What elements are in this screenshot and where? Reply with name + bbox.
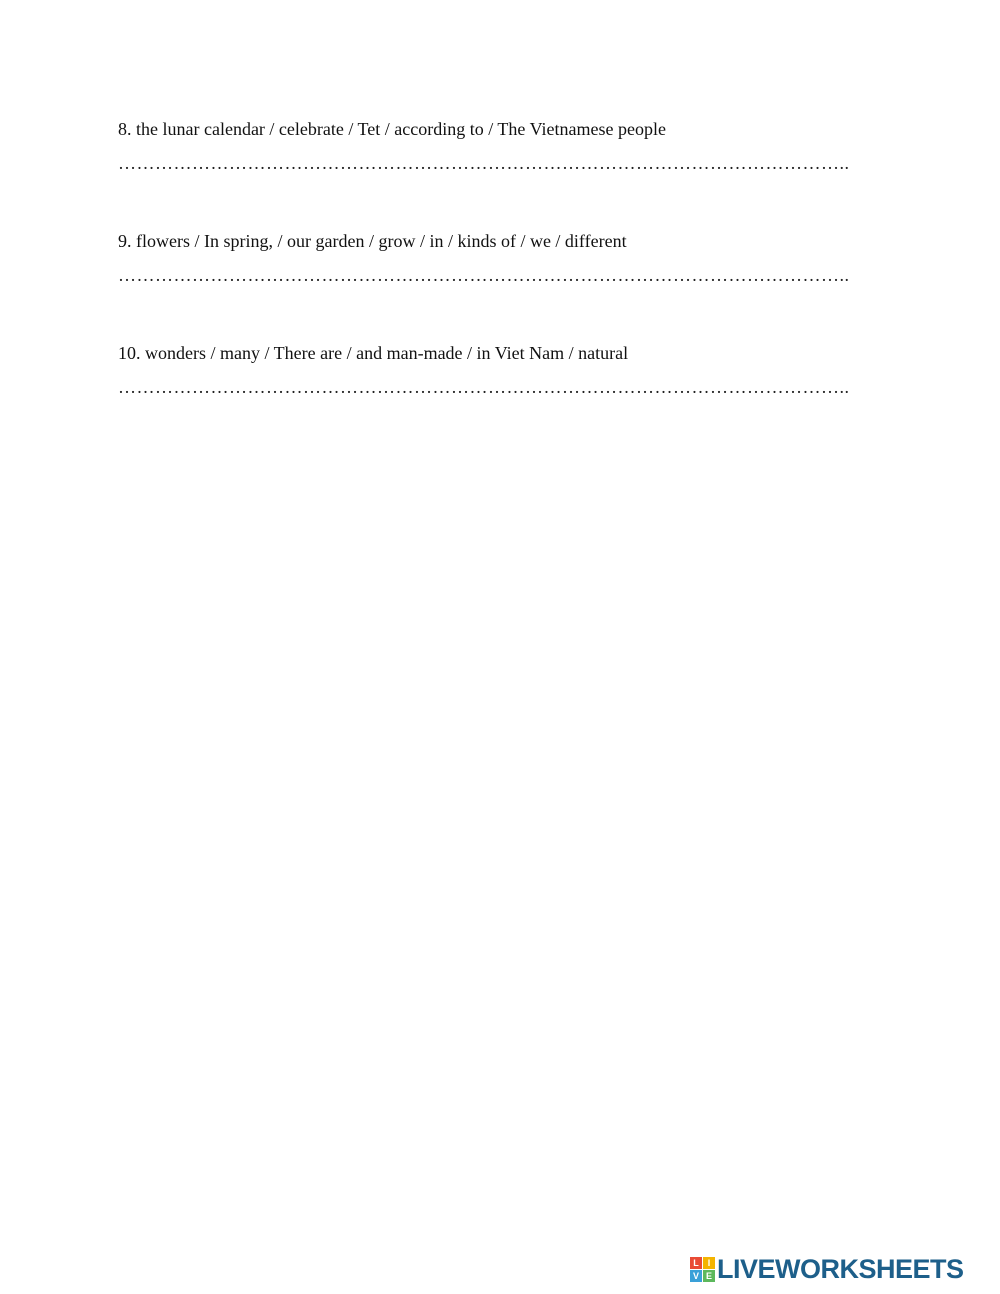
exercise-prompt: 10. wonders / many / There are / and man-made / in Viet Nam / natural (118, 343, 629, 363)
liveworksheets-logo-icon (690, 1257, 715, 1282)
logo-mark-letter: V (690, 1270, 702, 1282)
exercise-item-8 (118, 118, 898, 173)
liveworksheets-logo (690, 1254, 964, 1284)
logo-mark-letter: I (703, 1257, 715, 1269)
answer-line[interactable]: ……………………………………………………………………………………………………….. (118, 265, 850, 285)
exercise-item-9 (118, 230, 898, 285)
answer-line[interactable]: ……………………………………………………………………………………………………….. (118, 153, 850, 173)
logo-text: LIVEWORKSHEETS (717, 1254, 964, 1284)
logo-mark-letter: L (690, 1257, 702, 1269)
exercise-prompt: 8. the lunar calendar / celebrate / Tet / according to / The Vietnamese people (118, 119, 666, 139)
exercise-item-10 (118, 342, 898, 397)
exercise-prompt: 9. flowers / In spring, / our garden / grow / in / kinds of / we / different (118, 231, 627, 251)
answer-line[interactable]: ……………………………………………………………………………………………………….. (118, 377, 850, 397)
logo-mark-letter: E (703, 1270, 715, 1282)
